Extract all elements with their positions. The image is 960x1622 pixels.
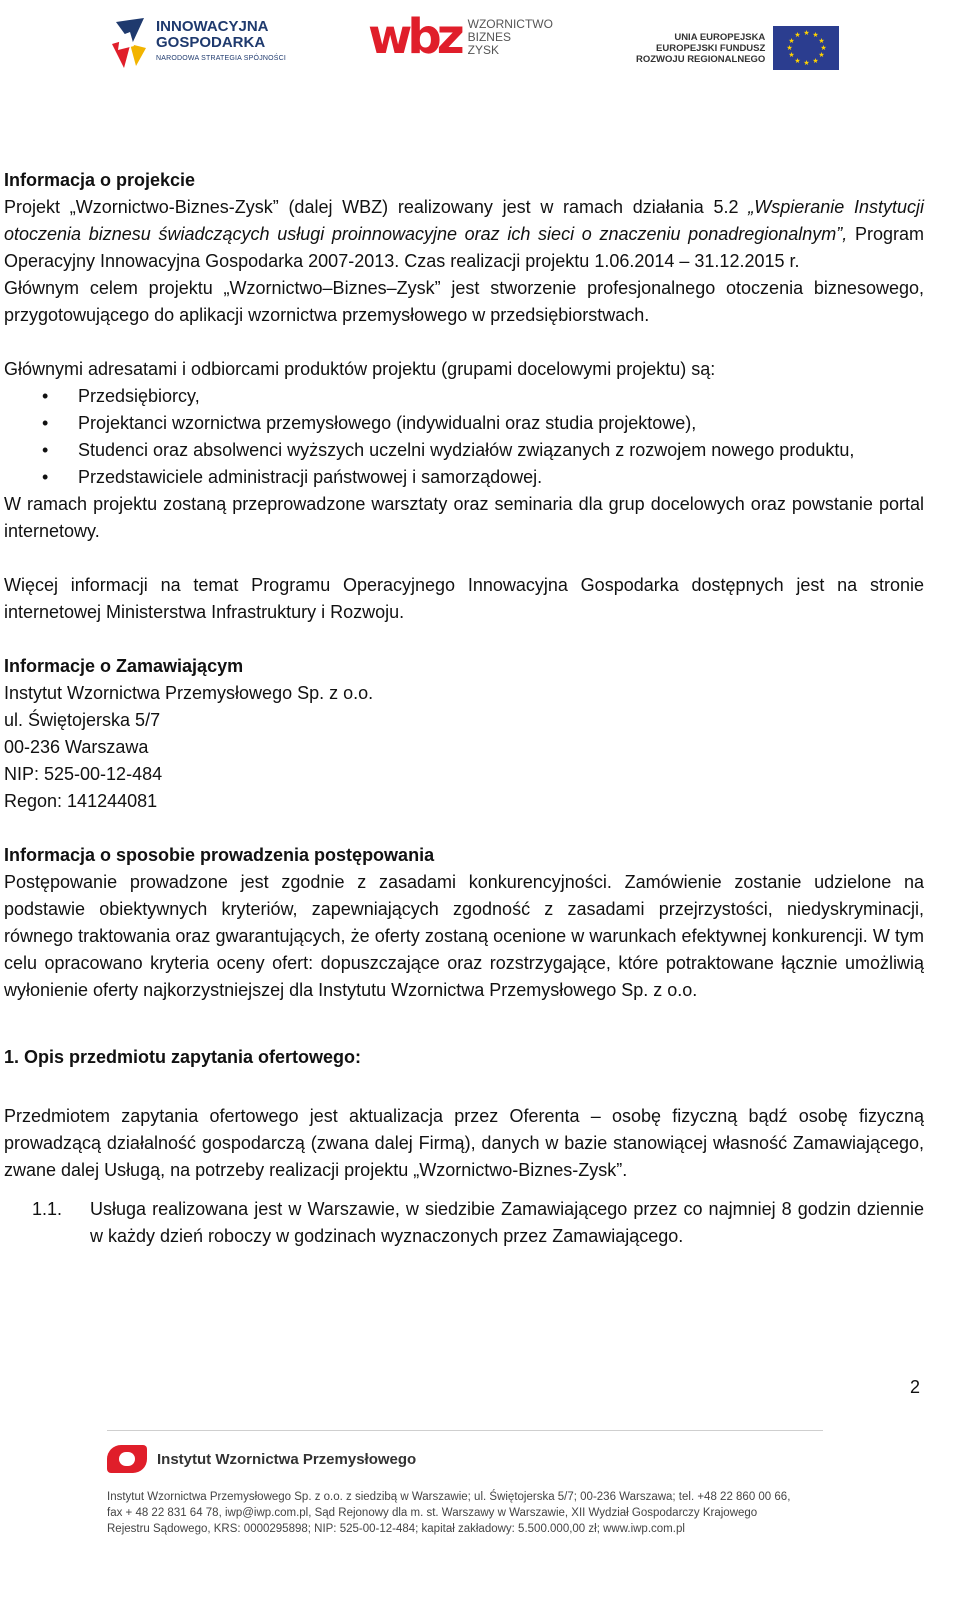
section-title-project: Informacja o projekcie — [4, 170, 196, 190]
wbz-mark: wbz — [368, 9, 460, 65]
star-icon — [110, 14, 148, 72]
project-text-italic: „Wspieranie Instytucji otoczenia biznesu świadczących usługi proinnowacyjne oraz ich sieci o znaczeniu ponadregionalnym”, — [4, 197, 924, 244]
bullet-text: Przedsiębiorcy, — [78, 386, 200, 406]
iwp-brand-name: Instytut Wzornictwa Przemysłowego — [157, 1450, 417, 1468]
document-header — [0, 0, 960, 100]
list-item — [4, 410, 924, 437]
page-number: 2 — [910, 1377, 921, 1397]
list-item — [4, 464, 924, 491]
logo-wbz-line2: BIZNES — [467, 29, 511, 44]
logo-ig-sub: NARODOWA STRATEGIA SPÓJNOŚCI — [156, 55, 287, 62]
ordering-party-street: ul. Świętojerska 5/7 — [4, 710, 161, 730]
more-info-paragraph: Więcej informacji na temat Programu Operacyjnego Innowacyjna Gospodarka dostępnych jest na stronie internetowej Ministerstwa Infrastruktury i Rozwoju. — [4, 575, 924, 622]
logo-wbz-line3: ZYSK — [467, 42, 499, 57]
project-paragraph — [4, 194, 924, 275]
description-paragraph: Przedmiotem zapytania ofertowego jest aktualizacja przez Oferenta – osobę fizyczną bądź osobę fizyczną prowadzącą działalność gospodarczą (zwana dalej Firmą), danych w bazie stanowiącej własność Zamawiającego, zwane dalej Usługą, na potrzeby realizacji projektu „Wzornictwo-Biznes-Zysk”. — [4, 1106, 924, 1180]
numbered-item — [4, 1196, 924, 1250]
iwp-mark-icon — [107, 1445, 147, 1473]
ordering-party-nip: NIP: 525-00-12-484 — [4, 764, 163, 784]
list-item — [4, 437, 924, 464]
section-title-ordering-party: Informacje o Zamawiającym — [4, 656, 244, 676]
logo-ue-line2: EUROPEJSKI FUNDUSZ — [656, 42, 766, 54]
eu-flag-icon: ★ ★ ★ ★ ★ ★ ★ ★ ★ ★ ★ ★ — [773, 26, 839, 70]
logo-ig-line1: INNOWACYJNA — [156, 18, 269, 35]
logo-ue-line3: ROZWOJU REGIONALNEGO — [636, 53, 766, 65]
bullet-icon: • — [42, 413, 49, 433]
logo-ue-line1: UNIA EUROPEJSKA — [674, 31, 766, 43]
document-footer — [107, 1430, 823, 1537]
item-text: Usługa realizowana jest w Warszawie, w siedzibie Zamawiającego przez co najmniej 8 godzin dziennie w każdy dzień roboczy w godzinach wyznaczonych przez Zamawiającego. — [90, 1199, 924, 1246]
footer-line: Instytut Wzornictwa Przemysłowego Sp. z o.o. z siedzibą w Warszawie; ul. Świętojerska 5/7; 00-236 Warszawa; tel. +48 22 860 00 66, — [107, 1491, 791, 1503]
bullet-icon: • — [42, 440, 49, 460]
section-title-procedure: Informacja o sposobie prowadzenia postępowania — [4, 845, 435, 865]
ordering-party-regon: Regon: 141244081 — [4, 791, 158, 811]
footer-line: Rejestru Sądowego, KRS: 0000295898; NIP: 525-00-12-484; kapitał zakładowy: 5.500.000,00 zł; www.iwp.com.pl — [107, 1523, 685, 1535]
innowacyjna-gospodarka-logo — [110, 14, 286, 72]
list-item — [4, 383, 924, 410]
ordering-party-city: 00-236 Warszawa — [4, 737, 149, 757]
bullet-icon: • — [42, 386, 49, 406]
wzornictwo-biznes-zysk-logo — [368, 9, 553, 65]
bullet-text: Przedstawiciele administracji państwowej i samorządowej. — [78, 467, 543, 487]
bullet-text: Studenci oraz absolwenci wyższych uczelni wydziałów związanych z rozwojem nowego produktu, — [78, 440, 855, 460]
logo-ig-line2: GOSPODARKA — [156, 34, 266, 51]
section-title-description: 1. Opis przedmiotu zapytania ofertowego: — [4, 1047, 362, 1067]
project-goal-paragraph: Głównym celem projektu „Wzornictwo–Biznes–Zysk” jest stworzenie profesjonalnego otoczenia biznesowego, przygotowującego do aplikacji wzornictwa przemysłowego w przedsiębiorstwach. — [4, 278, 924, 325]
item-number: 1.1. — [32, 1199, 63, 1219]
procedure-paragraph: Postępowanie prowadzone jest zgodnie z zasadami konkurencyjności. Zamówienie zostanie udzielone na podstawie obiektywnych kryteriów, zapewniających zgodność z zasadami przejrzystości, niedyskryminacji, równego traktowania oraz gwarantujących, że oferty zostaną ocenione w warunkach efektywnej konkurencji. W tym celu opracowano kryteria oceny ofert: dopuszczające oraz rozstrzygające, które potraktowane łącznie umożliwią wyłonienie oferty najkorzystniejszej dla Instytutu Wzornictwa Przemysłowego Sp. z o.o. — [4, 872, 924, 1000]
footer-address — [107, 1489, 823, 1537]
iwp-logo — [107, 1443, 823, 1475]
workshops-paragraph: W ramach projektu zostaną przeprowadzone warsztaty oraz seminaria dla grup docelowych oraz powstanie portal internetowy. — [4, 494, 924, 541]
footer-divider — [107, 1430, 823, 1431]
project-text-a: Projekt „Wzornictwo-Biznes-Zysk” (dalej WBZ) realizowany jest w ramach działania 5.2 — [4, 197, 749, 217]
logo-wbz-line1: WZORNICTWO — [467, 16, 553, 31]
bullet-icon: • — [42, 467, 49, 487]
project-text-b: Program Operacyjny Innowacyjna Gospodarka 2007-2013. Czas realizacji projektu 1.06.2014 – 31.12.2015 r. — [4, 224, 925, 271]
ordering-party-name: Instytut Wzornictwa Przemysłowego Sp. z o.o. — [4, 683, 374, 703]
target-groups-intro: Głównymi adresatami i odbiorcami produktów projektu (grupami docelowymi projektu) są: — [4, 359, 716, 379]
bullet-text: Projektanci wzornictwa przemysłowego (indywidualni oraz studia projektowe), — [78, 413, 697, 433]
document-body — [4, 167, 924, 1250]
unia-europejska-logo — [636, 26, 839, 70]
footer-line: fax + 48 22 831 64 78, iwp@iwp.com.pl, Sąd Rejonowy dla m. st. Warszawy w Warszawie, XII Wydział Gospodarczy Krajowego — [107, 1507, 758, 1519]
